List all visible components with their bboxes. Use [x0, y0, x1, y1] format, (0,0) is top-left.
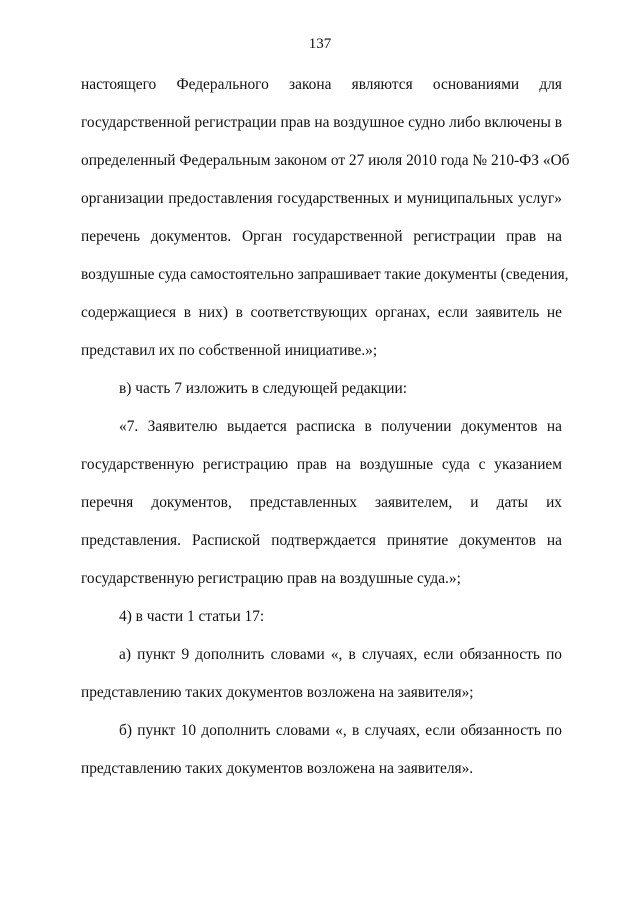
text-line: государственную регистрацию прав на воздушные суда.»; [81, 570, 461, 587]
text-line: а) пункт 9 дополнить словами «, в случаях, если обязанность по [119, 646, 562, 663]
document-body [81, 66, 570, 788]
text-line: 4) в части 1 статьи 17: [119, 608, 265, 625]
text-line: б) пункт 10 дополнить словами «, в случаях, если обязанность по [119, 722, 562, 739]
page-number: 137 [308, 36, 332, 52]
text-line: содержащиеся в них) в соответствующих органах, если заявитель не [81, 304, 562, 321]
text-line: представил их по собственной инициативе.»; [81, 342, 378, 359]
text-line: «7. Заявителю выдается расписка в получении документов на [119, 418, 562, 435]
text-line: в) часть 7 изложить в следующей редакции: [119, 380, 408, 397]
text-line: перечень документов. Орган государственной регистрации прав на [81, 228, 562, 245]
text-line: определенный Федеральным законом от 27 июля 2010 года № 210-ФЗ «Об [81, 152, 570, 169]
text-line: представлению таких документов возложена на заявителя». [81, 760, 474, 777]
text-line: организации предоставления государственных и муниципальных услуг» [81, 190, 562, 207]
text-line: представления. Распиской подтверждается принятие документов на [81, 532, 562, 549]
text-line: перечня документов, представленных заявителем, и даты их [81, 494, 562, 511]
text-line: представлению таких документов возложена на заявителя»; [81, 684, 474, 701]
text-line: воздушные суда самостоятельно запрашивает такие документы (сведения, [81, 266, 569, 283]
text-line: государственную регистрацию прав на воздушные суда с указанием [81, 456, 562, 473]
text-line: государственной регистрации прав на воздушное судно либо включены в [81, 114, 562, 131]
text-line: настоящего Федерального закона являются основаниями для [81, 76, 562, 93]
